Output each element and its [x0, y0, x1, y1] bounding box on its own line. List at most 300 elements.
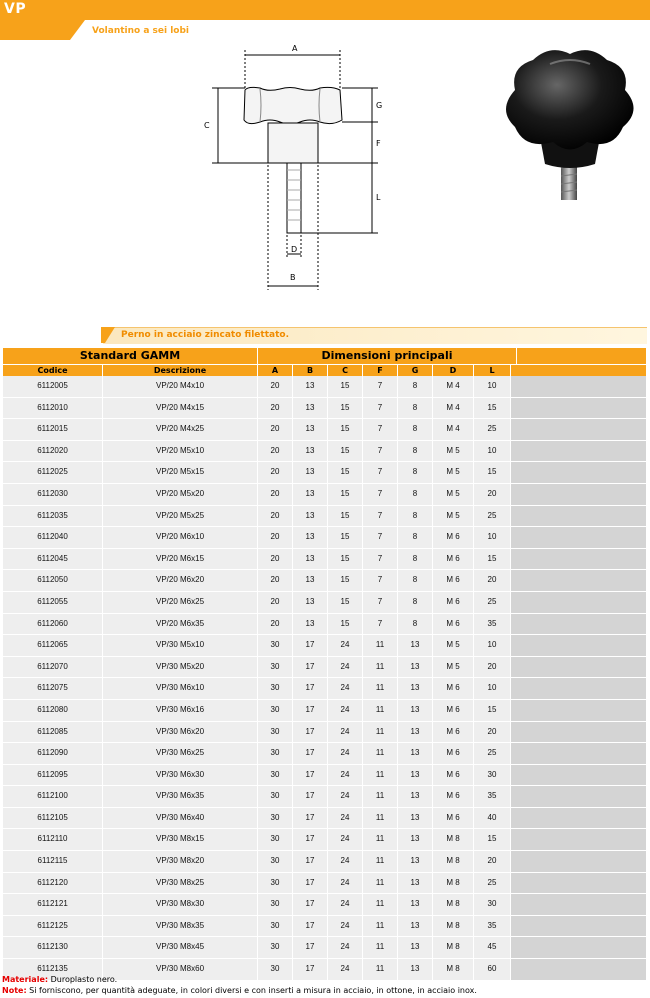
- cell-a: 20: [258, 614, 293, 635]
- cell-f: 7: [363, 549, 398, 570]
- cell-c: 15: [328, 462, 363, 483]
- cell-a: 20: [258, 549, 293, 570]
- cell-g: 13: [398, 873, 433, 894]
- cell-f: 7: [363, 592, 398, 613]
- cell-empty: [511, 527, 647, 548]
- cell-empty: [511, 873, 647, 894]
- table-row: [3, 786, 647, 808]
- cell-b: 13: [293, 592, 328, 613]
- cell-description: VP/20 M5x25: [103, 506, 258, 527]
- cell-l: 10: [474, 527, 511, 548]
- cell-description: VP/30 M6x35: [103, 786, 258, 807]
- cell-g: 13: [398, 786, 433, 807]
- cell-f: 11: [363, 959, 398, 980]
- dimensions-table: [3, 348, 647, 981]
- cell-f: 11: [363, 916, 398, 937]
- cell-l: 15: [474, 462, 511, 483]
- cell-f: 7: [363, 398, 398, 419]
- cell-description: VP/20 M5x20: [103, 484, 258, 505]
- table-row: [3, 700, 647, 722]
- cell-g: 13: [398, 894, 433, 915]
- cell-f: 11: [363, 829, 398, 850]
- cell-b: 17: [293, 635, 328, 656]
- cell-a: 30: [258, 873, 293, 894]
- cell-d: M 6: [433, 678, 474, 699]
- cell-g: 13: [398, 678, 433, 699]
- cell-b: 17: [293, 894, 328, 915]
- cell-description: VP/30 M6x16: [103, 700, 258, 721]
- cell-code: 6112130: [3, 937, 103, 958]
- cell-f: 11: [363, 873, 398, 894]
- cell-b: 17: [293, 678, 328, 699]
- cell-l: 10: [474, 441, 511, 462]
- cell-g: 8: [398, 570, 433, 591]
- note-text: Perno in acciaio zincato filettato.: [121, 330, 289, 340]
- cell-a: 20: [258, 462, 293, 483]
- cell-l: 35: [474, 786, 511, 807]
- cell-description: VP/20 M4x15: [103, 398, 258, 419]
- cell-empty: [511, 614, 647, 635]
- cell-g: 8: [398, 419, 433, 440]
- cell-empty: [511, 916, 647, 937]
- cell-g: 8: [398, 398, 433, 419]
- cell-d: M 5: [433, 484, 474, 505]
- cell-a: 20: [258, 484, 293, 505]
- cell-a: 30: [258, 700, 293, 721]
- cell-b: 17: [293, 829, 328, 850]
- cell-f: 11: [363, 743, 398, 764]
- cell-f: 7: [363, 441, 398, 462]
- cell-d: M 8: [433, 829, 474, 850]
- cell-d: M 8: [433, 894, 474, 915]
- table-row: [3, 462, 647, 484]
- cell-d: M 6: [433, 614, 474, 635]
- cell-g: 8: [398, 441, 433, 462]
- product-photo: [495, 42, 645, 204]
- cell-c: 15: [328, 527, 363, 548]
- cell-f: 7: [363, 614, 398, 635]
- col-header: C: [328, 365, 363, 376]
- cell-code: 6112105: [3, 808, 103, 829]
- cell-a: 30: [258, 808, 293, 829]
- table-row: [3, 570, 647, 592]
- table-row: [3, 635, 647, 657]
- cell-a: 20: [258, 570, 293, 591]
- cell-empty: [511, 937, 647, 958]
- cell-c: 24: [328, 808, 363, 829]
- cell-a: 20: [258, 441, 293, 462]
- table-row: [3, 765, 647, 787]
- cell-g: 8: [398, 527, 433, 548]
- cell-empty: [511, 829, 647, 850]
- cell-f: 11: [363, 894, 398, 915]
- dim-label: C: [204, 121, 210, 130]
- cell-l: 35: [474, 916, 511, 937]
- cell-b: 17: [293, 700, 328, 721]
- cell-f: 7: [363, 419, 398, 440]
- cell-l: 30: [474, 765, 511, 786]
- dim-label: G: [376, 101, 383, 110]
- cell-description: VP/30 M8x60: [103, 959, 258, 980]
- col-header-empty: [511, 365, 647, 376]
- cell-d: M 8: [433, 937, 474, 958]
- cell-empty: [511, 765, 647, 786]
- cell-f: 11: [363, 700, 398, 721]
- dim-label: D: [291, 245, 298, 254]
- table-row: [3, 441, 647, 463]
- table-row: [3, 916, 647, 938]
- cell-description: VP/30 M5x10: [103, 635, 258, 656]
- table-row: [3, 484, 647, 506]
- cell-b: 13: [293, 484, 328, 505]
- cell-empty: [511, 570, 647, 591]
- cell-b: 13: [293, 527, 328, 548]
- cell-l: 15: [474, 398, 511, 419]
- cell-code: 6112095: [3, 765, 103, 786]
- col-header: Descrizione: [103, 365, 258, 376]
- cell-g: 13: [398, 937, 433, 958]
- cell-description: VP/20 M6x25: [103, 592, 258, 613]
- material-line: [2, 974, 477, 985]
- title-bar: [0, 0, 650, 20]
- cell-a: 30: [258, 678, 293, 699]
- cell-g: 13: [398, 743, 433, 764]
- cell-description: VP/30 M8x20: [103, 851, 258, 872]
- group-header-dimensions: Dimensioni principali: [258, 348, 517, 364]
- cell-a: 30: [258, 786, 293, 807]
- note-tab-shape: [101, 327, 121, 343]
- note-line-text: Si forniscono, per quantità adeguate, in colori diversi e con inserti a misura in acciaio, in ottone, in acciaio inox.: [26, 986, 477, 995]
- table-row: [3, 549, 647, 571]
- cell-c: 24: [328, 959, 363, 980]
- table-row: [3, 657, 647, 679]
- cell-code: 6112030: [3, 484, 103, 505]
- cell-f: 7: [363, 527, 398, 548]
- cell-f: 7: [363, 462, 398, 483]
- cell-d: M 5: [433, 506, 474, 527]
- group-header-standard: Standard GAMM: [3, 348, 258, 364]
- cell-d: M 8: [433, 916, 474, 937]
- cell-description: VP/30 M6x10: [103, 678, 258, 699]
- cell-c: 15: [328, 592, 363, 613]
- cell-description: VP/30 M8x45: [103, 937, 258, 958]
- cell-b: 17: [293, 657, 328, 678]
- cell-c: 24: [328, 894, 363, 915]
- cell-empty: [511, 419, 647, 440]
- cell-b: 13: [293, 506, 328, 527]
- cell-code: 6112015: [3, 419, 103, 440]
- cell-d: M 5: [433, 635, 474, 656]
- cell-l: 15: [474, 700, 511, 721]
- cell-c: 15: [328, 570, 363, 591]
- cell-d: M 4: [433, 419, 474, 440]
- cell-empty: [511, 808, 647, 829]
- cell-code: 6112060: [3, 614, 103, 635]
- cell-code: 6112115: [3, 851, 103, 872]
- cell-g: 8: [398, 376, 433, 397]
- cell-b: 13: [293, 570, 328, 591]
- cell-code: 6112055: [3, 592, 103, 613]
- cell-description: VP/20 M6x10: [103, 527, 258, 548]
- cell-code: 6112090: [3, 743, 103, 764]
- cell-a: 30: [258, 635, 293, 656]
- table-row: [3, 592, 647, 614]
- cell-d: M 5: [433, 462, 474, 483]
- cell-description: VP/20 M4x10: [103, 376, 258, 397]
- cell-c: 24: [328, 678, 363, 699]
- col-header: D: [433, 365, 474, 376]
- cell-code: 6112100: [3, 786, 103, 807]
- cell-a: 20: [258, 506, 293, 527]
- cell-c: 15: [328, 398, 363, 419]
- cell-g: 13: [398, 959, 433, 980]
- cell-code: 6112080: [3, 700, 103, 721]
- table-group-header: [3, 348, 647, 365]
- cell-a: 30: [258, 829, 293, 850]
- cell-a: 20: [258, 419, 293, 440]
- cell-l: 20: [474, 722, 511, 743]
- cell-b: 17: [293, 873, 328, 894]
- cell-empty: [511, 700, 647, 721]
- cell-g: 13: [398, 657, 433, 678]
- cell-a: 30: [258, 937, 293, 958]
- table-row: [3, 873, 647, 895]
- cell-description: VP/20 M5x10: [103, 441, 258, 462]
- cell-g: 13: [398, 808, 433, 829]
- cell-c: 15: [328, 549, 363, 570]
- cell-code: 6112010: [3, 398, 103, 419]
- cell-b: 13: [293, 398, 328, 419]
- cell-d: M 6: [433, 765, 474, 786]
- cell-l: 25: [474, 419, 511, 440]
- cell-empty: [511, 894, 647, 915]
- cell-description: VP/30 M6x40: [103, 808, 258, 829]
- dim-label: A: [292, 44, 298, 53]
- cell-empty: [511, 484, 647, 505]
- cell-a: 30: [258, 959, 293, 980]
- cell-a: 30: [258, 743, 293, 764]
- table-row: [3, 398, 647, 420]
- cell-d: M 6: [433, 570, 474, 591]
- cell-empty: [511, 851, 647, 872]
- cell-empty: [511, 678, 647, 699]
- cell-f: 11: [363, 808, 398, 829]
- cell-l: 25: [474, 592, 511, 613]
- subtitle-strip: [0, 20, 650, 42]
- col-header: A: [258, 365, 293, 376]
- table-row: [3, 894, 647, 916]
- cell-c: 15: [328, 614, 363, 635]
- cell-empty: [511, 635, 647, 656]
- cell-d: M 6: [433, 527, 474, 548]
- cell-g: 13: [398, 700, 433, 721]
- cell-code: 6112035: [3, 506, 103, 527]
- cell-l: 10: [474, 678, 511, 699]
- cell-c: 24: [328, 657, 363, 678]
- cell-d: M 8: [433, 959, 474, 980]
- cell-b: 13: [293, 614, 328, 635]
- cell-d: M 5: [433, 441, 474, 462]
- table-row: [3, 678, 647, 700]
- cell-code: 6112120: [3, 873, 103, 894]
- table-column-header: [3, 365, 647, 376]
- cell-b: 17: [293, 808, 328, 829]
- tab-shape: [0, 20, 95, 42]
- cell-f: 7: [363, 376, 398, 397]
- cell-code: 6112045: [3, 549, 103, 570]
- cell-b: 17: [293, 937, 328, 958]
- cell-l: 10: [474, 376, 511, 397]
- cell-code: 6112040: [3, 527, 103, 548]
- cell-c: 15: [328, 484, 363, 505]
- cell-b: 13: [293, 419, 328, 440]
- table-row: [3, 527, 647, 549]
- cell-l: 45: [474, 937, 511, 958]
- cell-a: 30: [258, 851, 293, 872]
- table-row: [3, 376, 647, 398]
- cell-empty: [511, 959, 647, 980]
- cell-l: 20: [474, 851, 511, 872]
- col-header: B: [293, 365, 328, 376]
- cell-d: M 6: [433, 743, 474, 764]
- cell-c: 15: [328, 419, 363, 440]
- cell-description: VP/30 M6x25: [103, 743, 258, 764]
- cell-f: 11: [363, 786, 398, 807]
- note-line: [2, 985, 477, 996]
- cell-d: M 8: [433, 873, 474, 894]
- cell-f: 11: [363, 678, 398, 699]
- cell-description: VP/20 M4x25: [103, 419, 258, 440]
- col-header: F: [363, 365, 398, 376]
- dim-label: B: [290, 273, 296, 282]
- cell-b: 17: [293, 765, 328, 786]
- cell-g: 13: [398, 829, 433, 850]
- col-header: G: [398, 365, 433, 376]
- cell-empty: [511, 786, 647, 807]
- cell-f: 11: [363, 937, 398, 958]
- note-bar: [103, 327, 647, 344]
- cell-d: M 6: [433, 808, 474, 829]
- cell-b: 13: [293, 441, 328, 462]
- cell-description: VP/30 M8x25: [103, 873, 258, 894]
- cell-c: 24: [328, 765, 363, 786]
- cell-c: 24: [328, 635, 363, 656]
- cell-empty: [511, 398, 647, 419]
- cell-f: 11: [363, 722, 398, 743]
- cell-l: 30: [474, 894, 511, 915]
- table-row: [3, 419, 647, 441]
- cell-l: 25: [474, 506, 511, 527]
- cell-f: 7: [363, 570, 398, 591]
- cell-f: 7: [363, 506, 398, 527]
- cell-code: 6112125: [3, 916, 103, 937]
- group-header-empty: [517, 348, 647, 364]
- cell-c: 24: [328, 851, 363, 872]
- material-text: Duroplasto nero.: [48, 975, 118, 984]
- cell-code: 6112025: [3, 462, 103, 483]
- cell-g: 13: [398, 635, 433, 656]
- cell-c: 15: [328, 441, 363, 462]
- cell-code: 6112005: [3, 376, 103, 397]
- cell-a: 20: [258, 376, 293, 397]
- cell-b: 17: [293, 959, 328, 980]
- cell-l: 20: [474, 657, 511, 678]
- cell-empty: [511, 506, 647, 527]
- cell-l: 25: [474, 873, 511, 894]
- cell-d: M 4: [433, 398, 474, 419]
- cell-description: VP/20 M6x35: [103, 614, 258, 635]
- cell-g: 13: [398, 916, 433, 937]
- note-label: Note:: [2, 986, 27, 995]
- cell-c: 24: [328, 786, 363, 807]
- cell-empty: [511, 462, 647, 483]
- cell-l: 35: [474, 614, 511, 635]
- cell-f: 11: [363, 851, 398, 872]
- cell-empty: [511, 722, 647, 743]
- cell-f: 11: [363, 635, 398, 656]
- cell-d: M 6: [433, 786, 474, 807]
- cell-a: 30: [258, 657, 293, 678]
- cell-g: 13: [398, 722, 433, 743]
- cell-c: 24: [328, 700, 363, 721]
- cell-g: 13: [398, 851, 433, 872]
- table-row: [3, 808, 647, 830]
- table-row: [3, 722, 647, 744]
- table-row: [3, 506, 647, 528]
- dim-label: L: [376, 193, 381, 202]
- cell-l: 15: [474, 549, 511, 570]
- cell-description: VP/30 M8x35: [103, 916, 258, 937]
- cell-c: 24: [328, 743, 363, 764]
- cell-a: 30: [258, 916, 293, 937]
- cell-description: VP/20 M6x20: [103, 570, 258, 591]
- dim-label: F: [376, 139, 381, 148]
- table-row: [3, 937, 647, 959]
- cell-a: 30: [258, 765, 293, 786]
- cell-a: 30: [258, 894, 293, 915]
- table-row: [3, 829, 647, 851]
- cell-c: 24: [328, 829, 363, 850]
- cell-b: 17: [293, 722, 328, 743]
- cell-description: VP/30 M6x20: [103, 722, 258, 743]
- product-code: VP: [4, 1, 27, 17]
- cell-c: 24: [328, 916, 363, 937]
- cell-code: 6112020: [3, 441, 103, 462]
- cell-description: VP/20 M6x15: [103, 549, 258, 570]
- cell-c: 15: [328, 376, 363, 397]
- cell-d: M 4: [433, 376, 474, 397]
- cell-a: 20: [258, 592, 293, 613]
- cell-g: 8: [398, 462, 433, 483]
- cell-empty: [511, 592, 647, 613]
- cell-empty: [511, 657, 647, 678]
- cell-f: 7: [363, 484, 398, 505]
- cell-g: 8: [398, 592, 433, 613]
- cell-l: 25: [474, 743, 511, 764]
- cell-description: VP/30 M6x30: [103, 765, 258, 786]
- cell-l: 10: [474, 635, 511, 656]
- cell-d: M 8: [433, 851, 474, 872]
- cell-code: 6112085: [3, 722, 103, 743]
- cell-g: 8: [398, 506, 433, 527]
- cell-g: 13: [398, 765, 433, 786]
- cell-l: 20: [474, 484, 511, 505]
- cell-code: 6112135: [3, 959, 103, 980]
- cell-c: 24: [328, 722, 363, 743]
- cell-f: 11: [363, 657, 398, 678]
- cell-b: 13: [293, 376, 328, 397]
- col-header: L: [474, 365, 511, 376]
